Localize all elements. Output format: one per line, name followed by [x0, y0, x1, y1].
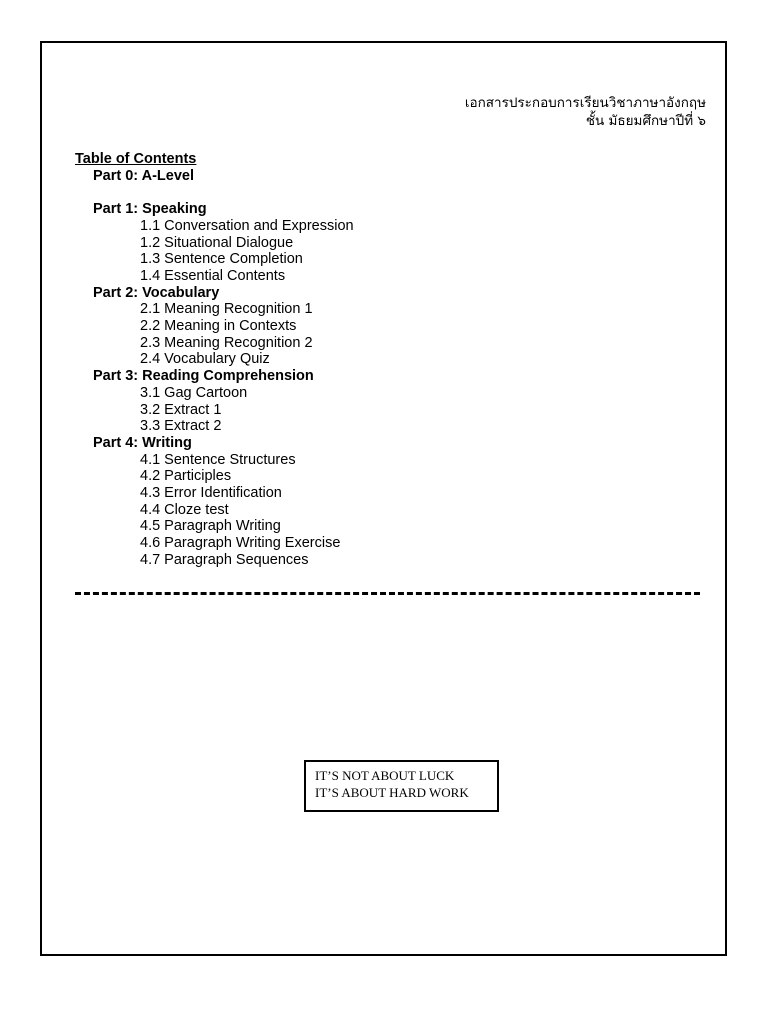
toc-part-3: Part 3: Reading Comprehension	[93, 368, 314, 385]
toc-part-0: Part 0: A-Level	[93, 167, 194, 184]
toc-item: 1.3 Sentence Completion	[140, 251, 303, 268]
toc-item: 4.3 Error Identification	[140, 485, 282, 502]
toc-item: 3.3 Extract 2	[140, 418, 222, 435]
toc-item: 4.2 Participles	[140, 468, 232, 485]
toc-part-2: Part 2: Vocabulary	[93, 284, 220, 301]
header-subject-title: เอกสารประกอบการเรียนวิชาภาษาอังกฤษ	[464, 95, 706, 111]
toc-item: 2.3 Meaning Recognition 2	[140, 334, 313, 351]
toc-item: 4.4 Cloze test	[140, 501, 229, 518]
motto-line-1: IT’S NOT ABOUT LUCK	[315, 768, 455, 783]
dashed-divider	[75, 592, 700, 595]
toc-item: 4.5 Paragraph Writing	[140, 518, 281, 535]
toc-item: 2.4 Vocabulary Quiz	[140, 351, 270, 368]
toc-item: 3.2 Extract 1	[140, 401, 222, 418]
motto-line-2: IT’S ABOUT HARD WORK	[315, 785, 469, 800]
header-grade-level: ชั้น มัธยมศึกษาปีที่ ๖	[585, 113, 706, 129]
toc-item: 1.1 Conversation and Expression	[140, 217, 354, 234]
toc-item: 1.4 Essential Contents	[140, 267, 286, 284]
toc-item: 1.2 Situational Dialogue	[140, 234, 294, 251]
document-header	[465, 94, 706, 130]
toc-item: 3.1 Gag Cartoon	[140, 384, 248, 401]
toc-title: Table of Contents	[75, 151, 197, 167]
toc-item: 2.2 Meaning in Contexts	[140, 318, 297, 335]
toc-item: 4.6 Paragraph Writing Exercise	[140, 535, 341, 552]
table-of-contents	[75, 151, 354, 569]
toc-part-1: Part 1: Speaking	[93, 201, 207, 218]
motto-box	[304, 760, 499, 812]
toc-item: 4.7 Paragraph Sequences	[140, 551, 309, 568]
toc-item: 4.1 Sentence Structures	[140, 451, 296, 468]
toc-item: 2.1 Meaning Recognition 1	[140, 301, 313, 318]
toc-part-4: Part 4: Writing	[93, 434, 192, 451]
